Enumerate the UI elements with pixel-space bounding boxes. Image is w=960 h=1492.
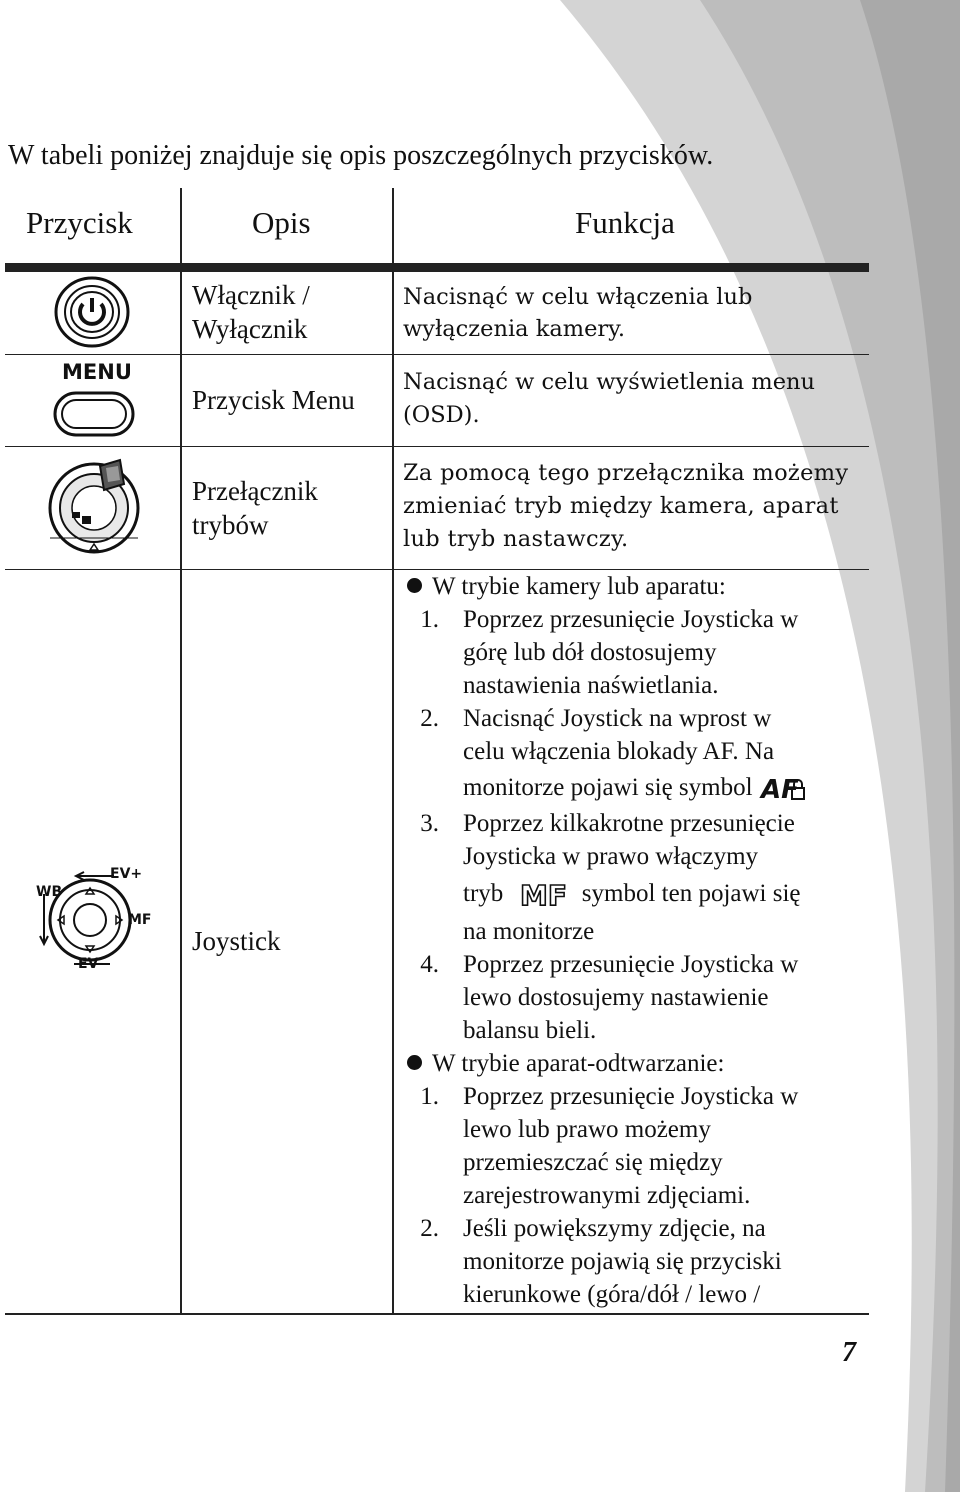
step-line: lewo lub prawo możemy [463, 1116, 711, 1143]
step-number: 2. [420, 705, 439, 732]
step-line: Poprzez kilkakrotne przesunięcie [463, 810, 795, 837]
step-line: Joysticka w prawo włączymy [463, 843, 759, 870]
step-line: balansu bieli. [463, 1017, 597, 1044]
func-line: Za pomocą tego przełącznika możemy [403, 460, 849, 486]
intro-text: W tabeli poniżej znajduje się opis poszczególnych przycisków. [8, 140, 714, 171]
step-line: Poprzez przesunięcie Joysticka w [463, 1083, 799, 1110]
svg-text:AF: AF [760, 775, 799, 806]
step-line: nastawienia naświetlania. [463, 672, 719, 699]
bullet-text: W trybie aparat-odtwarzanie: [432, 1050, 725, 1077]
row-divider [5, 446, 869, 447]
af-lock-symbol-icon [759, 772, 807, 806]
bullet-icon [407, 1055, 422, 1070]
menu-button-icon [52, 390, 136, 438]
bullet-icon [407, 578, 422, 593]
menu-label: MENU [62, 360, 132, 384]
step-line: tryb [463, 880, 504, 907]
step-item [403, 702, 865, 807]
header-button: Przycisk [26, 205, 133, 240]
step-item [403, 807, 865, 948]
step-item [403, 1212, 865, 1311]
step-line: zarejestrowanymi zdjęciami. [463, 1182, 751, 1209]
row-divider [5, 354, 869, 355]
step-item [403, 603, 865, 702]
desc-menu: Przycisk Menu [192, 385, 355, 415]
mf-symbol-icon [516, 878, 570, 912]
table-bottom-rule [5, 1313, 869, 1315]
func-line: lub tryb nastawczy. [403, 526, 629, 552]
func-joystick [403, 570, 865, 1311]
desc-line: trybów [192, 510, 269, 540]
column-divider [180, 188, 182, 1314]
mode-switch-icon [42, 456, 146, 556]
func-line: Nacisnąć w celu wyświetlenia menu [403, 369, 815, 395]
svg-text:MF: MF [519, 879, 567, 913]
bullet-text: W trybie kamery lub aparatu: [432, 573, 726, 600]
step-number: 3. [420, 810, 439, 837]
mf-label: MF [128, 912, 152, 928]
power-button-icon [52, 274, 132, 350]
step-line: górę lub dół dostosujemy [463, 639, 717, 666]
step-line-with-symbol [463, 768, 865, 807]
bullet-item [403, 1047, 865, 1080]
step-line: Poprzez przesunięcie Joysticka w [463, 951, 799, 978]
step-number: 1. [420, 606, 439, 633]
header-description: Opis [252, 205, 311, 240]
func-line: (OSD). [403, 402, 480, 428]
header-function: Funkcja [575, 205, 675, 240]
header-rule [5, 263, 869, 272]
func-line: Nacisnąć w celu włączenia lub [403, 284, 753, 310]
step-number: 2. [420, 1215, 439, 1242]
step-line: przemieszczać się między [463, 1149, 723, 1176]
step-line: celu włączenia blokady AF. Na [463, 738, 775, 765]
step-item [403, 948, 865, 1047]
step-line: kierunkowe (góra/dół / lewo / [463, 1281, 761, 1308]
desc-line: Przełącznik [192, 476, 318, 506]
step-number: 4. [420, 951, 439, 978]
step-line: Jeśli powiększymy zdjęcie, na [463, 1215, 766, 1242]
bullet-item [403, 570, 865, 603]
step-line: monitorze pojawi się symbol [463, 774, 753, 801]
step-line: monitorze pojawią się przyciski [463, 1248, 782, 1275]
wb-label: WB [36, 884, 63, 900]
step-line: Nacisnąć Joystick na wprost w [463, 705, 772, 732]
step-line: Poprzez przesunięcie Joysticka w [463, 606, 799, 633]
ev-minus-label: EV- [78, 956, 104, 972]
func-menu [403, 366, 865, 432]
page-number: 7 [842, 1337, 856, 1368]
step-line-with-symbol [463, 873, 865, 915]
desc-line: Włącznik / [192, 280, 310, 310]
func-line: zmieniać tryb między kamera, aparat [403, 493, 839, 519]
step-number: 1. [420, 1083, 439, 1110]
desc-line: Wyłącznik [192, 314, 308, 344]
column-divider [392, 188, 394, 1314]
desc-joystick: Joystick [192, 926, 281, 956]
step-item [403, 1080, 865, 1212]
func-line: wyłączenia kamery. [403, 316, 626, 342]
step-line: na monitorze [463, 918, 595, 945]
func-mode-switch [403, 457, 865, 556]
desc-mode-switch [192, 474, 318, 542]
desc-power [192, 278, 310, 346]
func-power [403, 281, 865, 345]
step-line: symbol ten pojawi się [581, 880, 801, 907]
step-line: lewo dostosujemy nastawienie [463, 984, 769, 1011]
ev-plus-label: EV+ [110, 866, 143, 882]
